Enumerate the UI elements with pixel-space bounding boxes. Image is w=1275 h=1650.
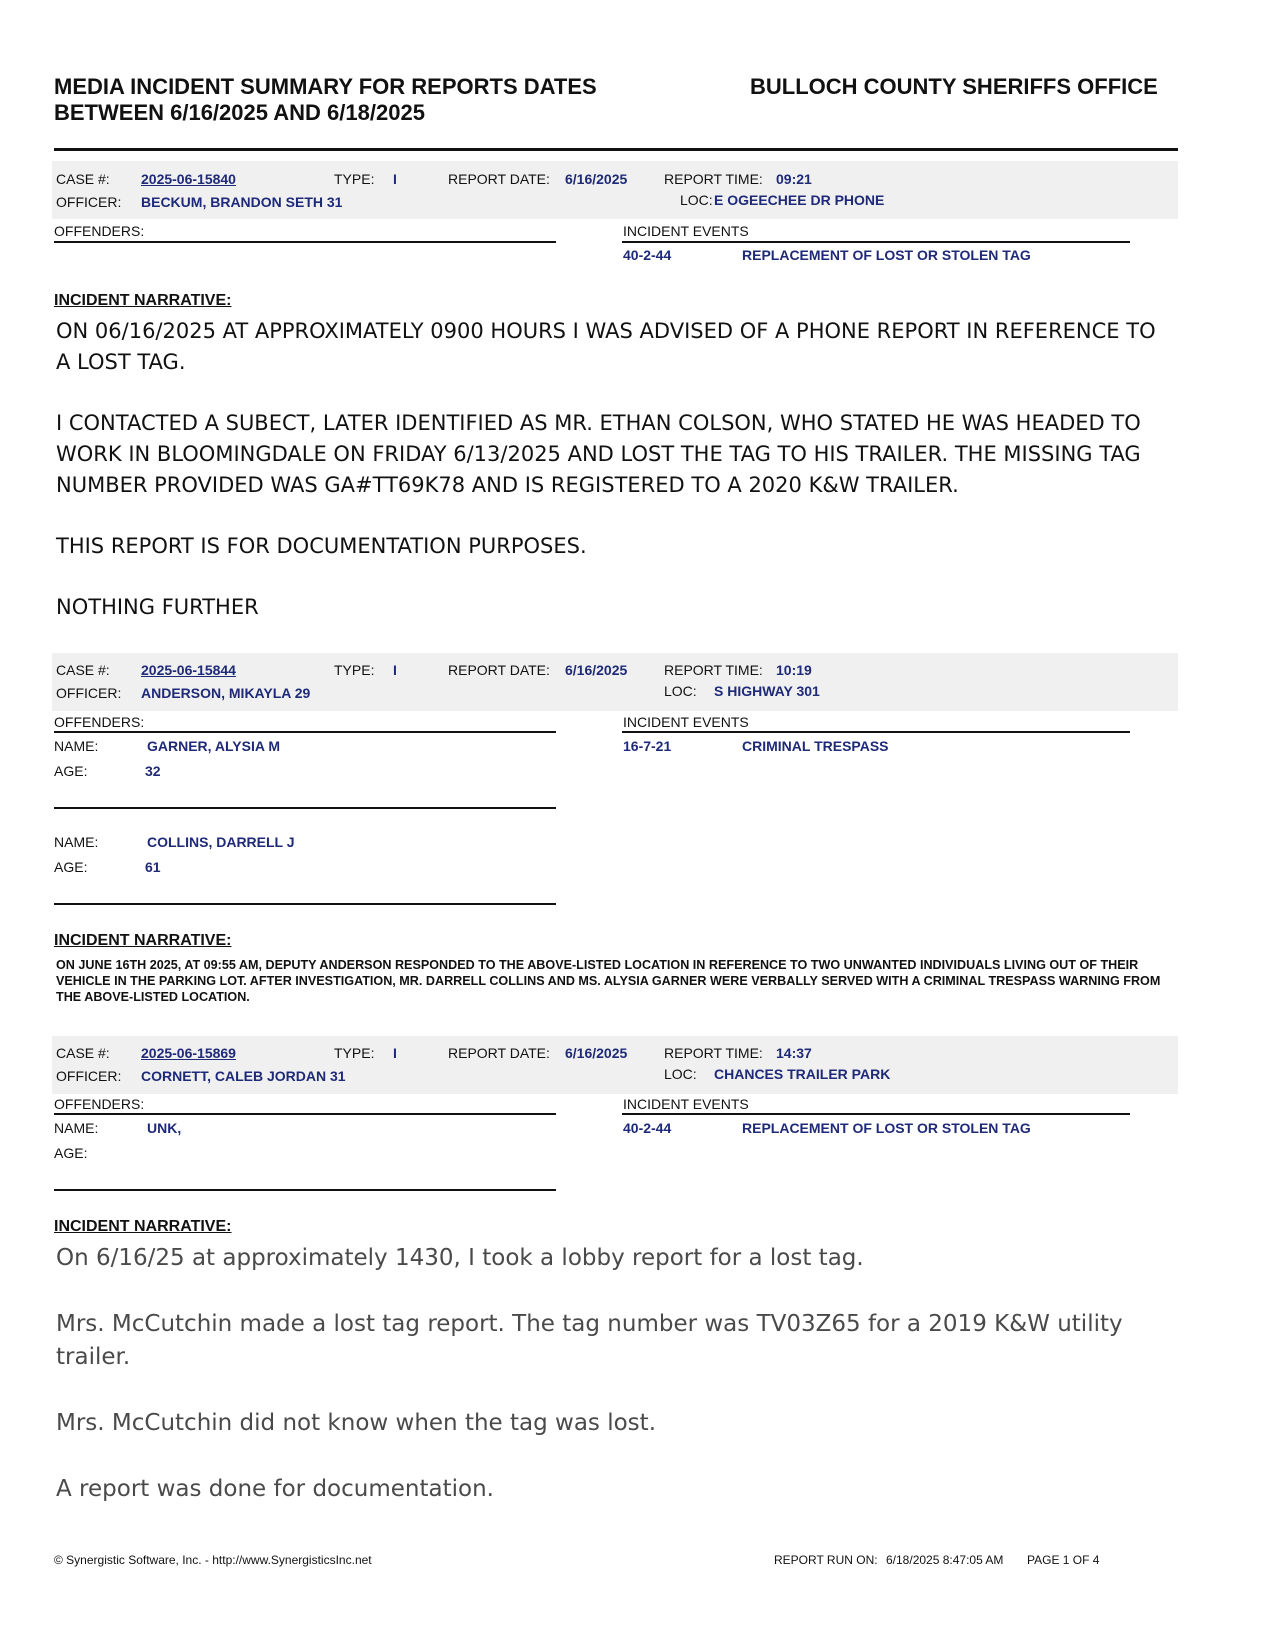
offender-age: 61 [145,859,161,875]
report-time-value: 10:19 [776,662,812,678]
offender-name-label: NAME: [54,738,99,754]
officer-value: BECKUM, BRANDON SETH 31 [141,194,343,210]
report-date-label: REPORT DATE: [448,1045,550,1061]
offenders-label: OFFENDERS: [54,714,145,730]
case-number-label: CASE #: [56,662,110,678]
narrative-paragraph: Mrs. McCutchin did not know when the tag was lost. [56,1410,656,1436]
offenders-rule [54,731,556,733]
report-date-value: 6/16/2025 [565,1045,628,1061]
offenders-rule [54,241,556,243]
offender-name: UNK, [147,1120,182,1136]
incident-events-label: INCIDENT EVENTS [623,223,749,239]
event-description: REPLACEMENT OF LOST OR STOLEN TAG [742,247,1031,263]
case-number-label: CASE #: [56,171,110,187]
incident-events-rule [622,241,1130,243]
report-time-label: REPORT TIME: [664,662,763,678]
narrative-paragraph: ON 06/16/2025 AT APPROXIMATELY 0900 HOURS I WAS ADVISED OF A PHONE REPORT IN REFERENCE TO A LOST TAG. [56,319,1156,374]
type-value: I [393,1045,397,1061]
incident-narrative-heading: INCIDENT NARRATIVE: [54,292,232,309]
incident-events-rule [622,731,1130,733]
report-date-value: 6/16/2025 [565,662,628,678]
loc-label: LOC: [680,192,713,208]
report-title-line2: BETWEEN 6/16/2025 AND 6/18/2025 [54,100,425,125]
case-number-label: CASE #: [56,1045,110,1061]
event-description: REPLACEMENT OF LOST OR STOLEN TAG [742,1120,1031,1136]
offender-age-label: AGE: [54,859,88,875]
officer-label: OFFICER: [56,1068,122,1084]
offender-name: COLLINS, DARRELL J [147,834,295,850]
footer-run-on-value: 6/18/2025 8:47:05 AM [886,1553,1004,1567]
event-description: CRIMINAL TRESPASS [742,738,889,754]
report-time-label: REPORT TIME: [664,1045,763,1061]
incident-narrative-text: ON JUNE 16TH 2025, AT 09:55 AM, DEPUTY ANDERSON RESPONDED TO THE ABOVE-LISTED LOCATION IN REFERENCE TO TWO UNWANTED INDIVIDUALS LIVING OUT OF THEIR VEHICLE IN THE PARKING LOT. AFTER INVESTIGATION, MR. DARRELL COLLINS AND MS. ALYSIA GARNER WERE VERBALLY SERVED WITH A CRIMINAL TRESPASS WARNING FROM THE ABOVE-LISTED LOCATION. [56,958,1161,1004]
offender-name: GARNER, ALYSIA M [147,738,281,754]
report-title-line1: MEDIA INCIDENT SUMMARY FOR REPORTS DATES [54,74,597,99]
event-code: 40-2-44 [623,1120,672,1136]
footer-page-number: PAGE 1 OF 4 [1027,1553,1100,1567]
event-code: 40-2-44 [623,247,672,263]
type-value: I [393,171,397,187]
offenders-label: OFFENDERS: [54,1096,145,1112]
loc-label: LOC: [664,1066,697,1082]
footer-run-on-label: REPORT RUN ON: [774,1553,878,1567]
case-number-link[interactable]: 2025-06-15844 [141,662,236,678]
loc-value: S HIGHWAY 301 [714,683,820,699]
officer-value: ANDERSON, MIKAYLA 29 [141,685,311,701]
loc-label: LOC: [664,683,697,699]
event-code: 16-7-21 [623,738,672,754]
narrative-paragraph: I CONTACTED A SUBECT, LATER IDENTIFIED AS MR. ETHAN COLSON, WHO STATED HE WAS HEADED TO WORK IN BLOOMINGDALE ON FRIDAY 6/13/2025 AND LOST THE TAG TO HIS TRAILER. THE MISSING TAG NUMBER PROVIDED WAS GA#TT69K78 AND IS REGISTERED TO A 2020 K&W TRAILER. [56,411,1141,497]
agency-name: BULLOCH COUNTY SHERIFFS OFFICE [750,74,1158,99]
officer-label: OFFICER: [56,194,122,210]
loc-value: CHANCES TRAILER PARK [714,1066,891,1082]
narrative-paragraph: On 6/16/25 at approximately 1430, I took a lobby report for a lost tag. [56,1245,864,1271]
incident-narrative-heading: INCIDENT NARRATIVE: [54,932,232,949]
offender-age-label: AGE: [54,763,88,779]
incident-events-label: INCIDENT EVENTS [623,1096,749,1112]
footer-copyright: © Synergistic Software, Inc. - http://www.SynergisticsInc.net [54,1553,372,1567]
report-time-label: REPORT TIME: [664,171,763,187]
narrative-paragraph: NOTHING FURTHER [56,595,259,619]
offender-rule [54,807,556,809]
officer-value: CORNETT, CALEB JORDAN 31 [141,1068,346,1084]
narrative-paragraph: THIS REPORT IS FOR DOCUMENTATION PURPOSES. [56,534,587,558]
offender-rule [54,1189,556,1191]
officer-label: OFFICER: [56,685,122,701]
loc-value: E OGEECHEE DR PHONE [714,192,885,208]
report-date-value: 6/16/2025 [565,171,628,187]
offender-name-label: NAME: [54,1120,99,1136]
type-label: TYPE: [334,662,375,678]
offender-age-label: AGE: [54,1145,88,1161]
narrative-paragraph: Mrs. McCutchin made a lost tag report. The tag number was TV03Z65 for a 2019 K&W utility trailer. [56,1311,1123,1370]
report-date-label: REPORT DATE: [448,662,550,678]
report-date-label: REPORT DATE: [448,171,550,187]
offender-age: 32 [145,763,161,779]
offenders-label: OFFENDERS: [54,223,145,239]
offenders-rule [54,1113,556,1115]
incident-narrative-text [56,316,1166,623]
case-number-link[interactable]: 2025-06-15869 [141,1045,236,1061]
header-rule [54,148,1178,151]
incident-events-rule [622,1113,1130,1115]
type-label: TYPE: [334,1045,375,1061]
incident-narrative-heading: INCIDENT NARRATIVE: [54,1218,232,1235]
case-header-band [52,161,1178,219]
report-time-value: 09:21 [776,171,812,187]
incident-events-label: INCIDENT EVENTS [623,714,749,730]
type-label: TYPE: [334,171,375,187]
incident-narrative-text [56,1242,1146,1506]
report-time-value: 14:37 [776,1045,812,1061]
offender-rule [54,903,556,905]
case-number-link[interactable]: 2025-06-15840 [141,171,236,187]
type-value: I [393,662,397,678]
narrative-paragraph: A report was done for documentation. [56,1476,494,1502]
offender-name-label: NAME: [54,834,99,850]
